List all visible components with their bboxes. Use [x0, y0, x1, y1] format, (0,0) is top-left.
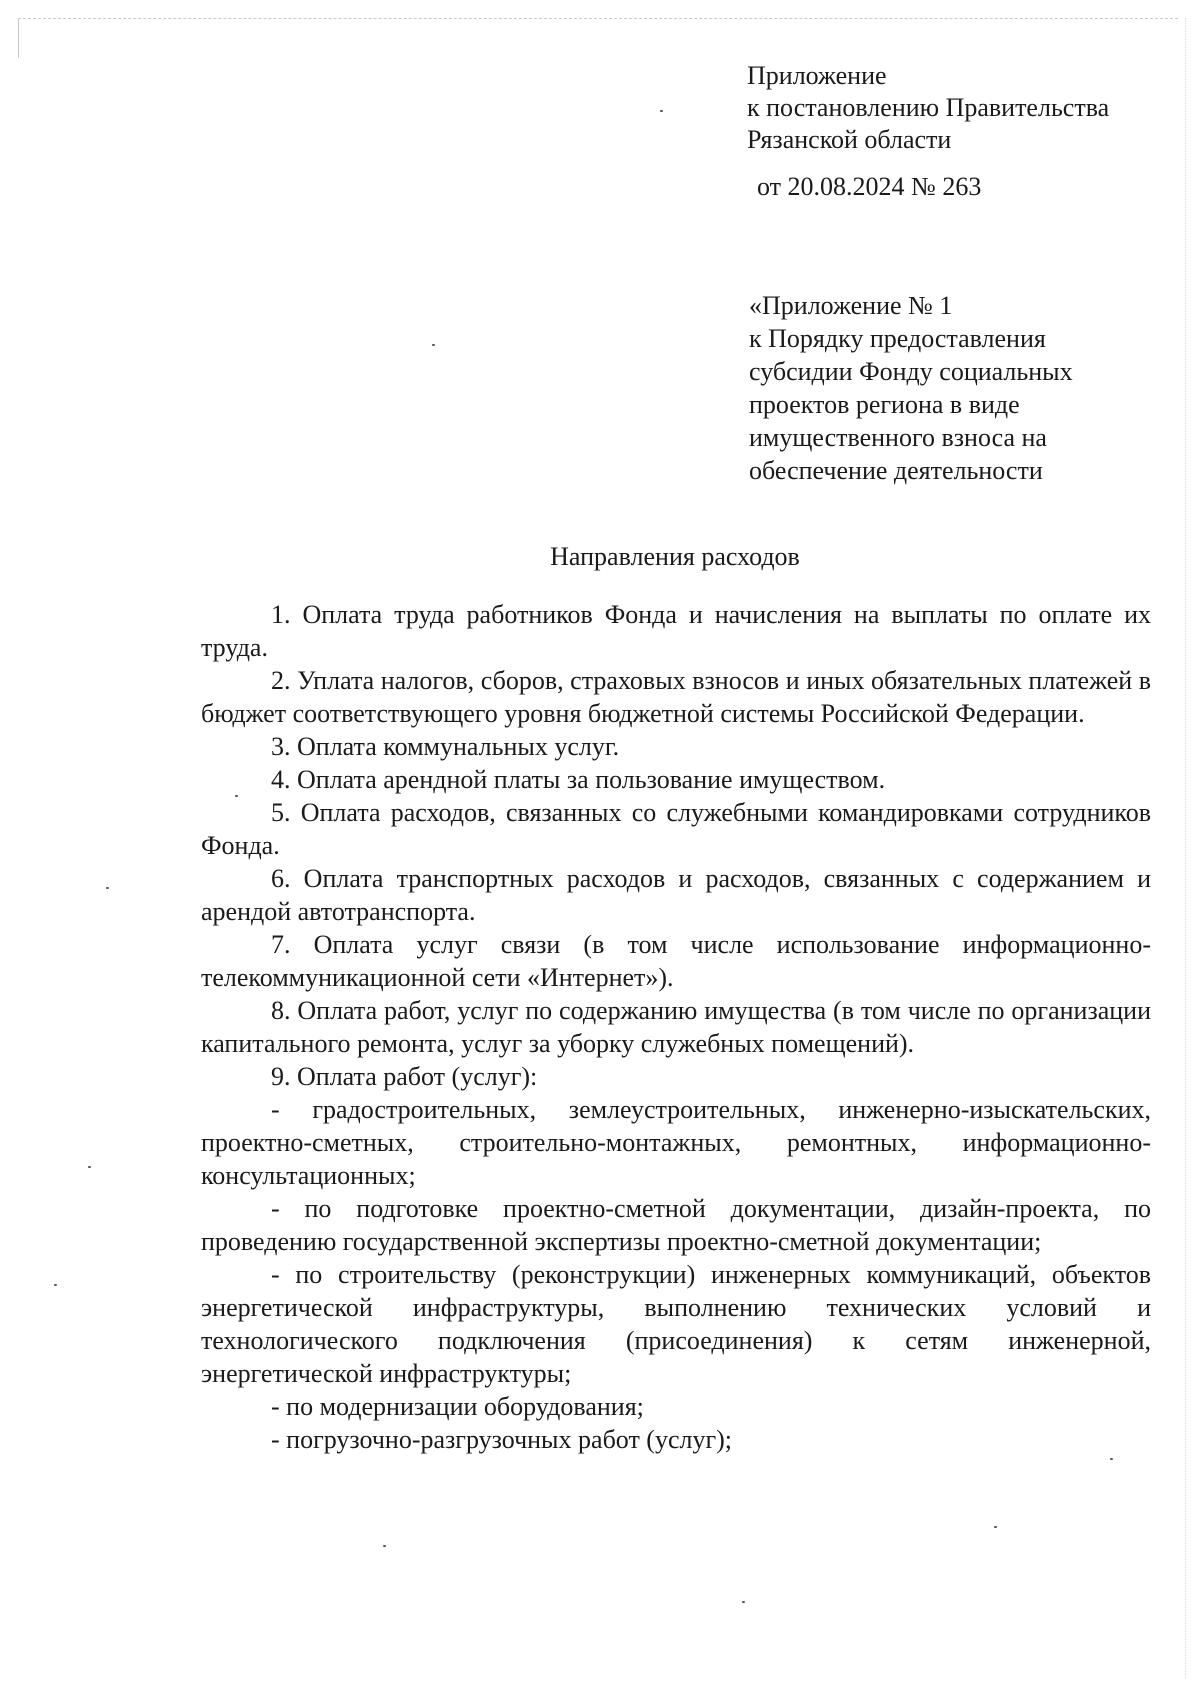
sub-list-item: - по подготовке проектно-сметной документации, дизайн-проекта, по проведению государственной экспертизы проектно-сметной документации;	[201, 1194, 1151, 1256]
document-title: Направления расходов	[550, 542, 800, 571]
scan-edge-left	[18, 18, 19, 58]
list-item: 4. Оплата арендной платы за пользование имуществом.	[271, 765, 886, 794]
scan-speck	[994, 1526, 997, 1528]
scan-edge-right	[1185, 18, 1186, 1678]
scan-edge-top	[18, 18, 1178, 19]
scan-speck	[383, 1545, 386, 1547]
expense-directions-list	[201, 598, 1151, 1456]
sub-list-item: - по модернизации оборудования;	[271, 1392, 644, 1421]
scan-speck	[660, 110, 663, 112]
scan-speck	[432, 344, 435, 346]
list-item: 3. Оплата коммунальных услуг.	[271, 732, 620, 761]
sub-list-item: - градостроительных, землеустроительных, инженерно-изыскательских, проектно-сметных, строительно-монтажных, ремонтных, информационно-консультационных;	[201, 1095, 1151, 1190]
sub-appendix-line: «Приложение № 1	[749, 291, 953, 320]
header-line: Приложение	[747, 61, 887, 90]
scan-speck	[1110, 1458, 1113, 1460]
sub-appendix-line: субсидии Фонду социальных	[749, 357, 1073, 386]
list-item: 1. Оплата труда работников Фонда и начисления на выплаты по оплате их труда.	[201, 600, 1151, 662]
list-item: 2. Уплата налогов, сборов, страховых взносов и иных обязательных платежей в бюджет соответствующего уровня бюджетной системы Российской Федерации.	[201, 666, 1151, 728]
scan-speck	[742, 1601, 745, 1603]
sub-list-item: - по строительству (реконструкции) инженерных коммуникаций, объектов энергетической инфраструктуры, выполнению технических условий и технологического подключения (присоединения) к сетям инженерной, энергетической инфраструктуры;	[201, 1260, 1151, 1388]
sub-appendix-line: проектов региона в виде	[749, 390, 1020, 419]
scan-speck	[235, 795, 238, 797]
header-line: Рязанской области	[747, 125, 952, 154]
list-item: 8. Оплата работ, услуг по содержанию имущества (в том числе по организации капитального ремонта, услуг за уборку служебных помещений).	[201, 996, 1151, 1058]
list-item: 7. Оплата услуг связи (в том числе использование информационно-телекоммуникационной сети «Интернет»).	[201, 930, 1151, 992]
sub-appendix-line: к Порядку предоставления	[749, 324, 1046, 353]
sub-list-item: - погрузочно-разгрузочных работ (услуг);	[271, 1425, 733, 1454]
scan-speck	[106, 887, 109, 889]
list-item: 6. Оплата транспортных расходов и расходов, связанных с содержанием и арендой автотранспорта.	[201, 864, 1151, 926]
sub-appendix-line: обеспечение деятельности	[749, 456, 1043, 485]
scan-speck	[88, 1166, 91, 1168]
appendix-header	[747, 60, 1109, 156]
header-line: к постановлению Правительства	[747, 93, 1110, 122]
list-item: 9. Оплата работ (услуг):	[271, 1062, 538, 1091]
scan-speck	[54, 1284, 57, 1286]
sub-appendix-line: имущественного взноса на	[749, 423, 1047, 452]
list-item: 5. Оплата расходов, связанных со служебными командировками сотрудников Фонда.	[201, 798, 1151, 860]
header-date-line: от 20.08.2024 № 263	[757, 172, 982, 201]
sub-appendix-header	[749, 289, 1073, 487]
